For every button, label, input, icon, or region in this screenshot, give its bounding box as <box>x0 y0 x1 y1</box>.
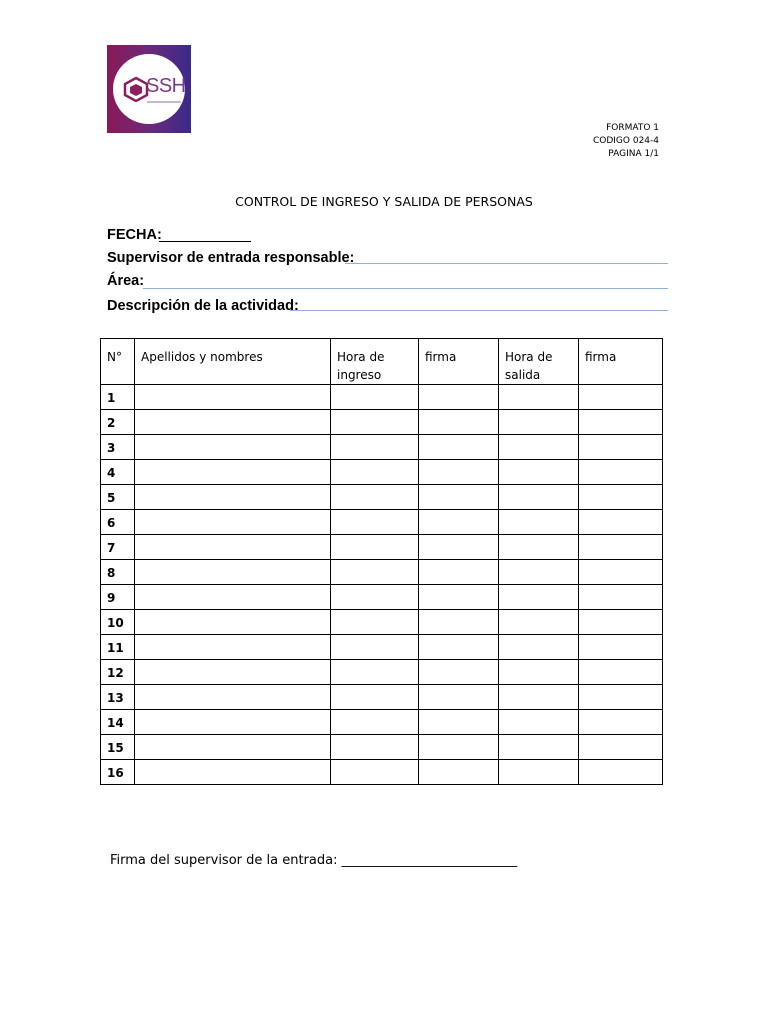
exit-time-cell[interactable] <box>499 535 579 560</box>
entry-time-cell[interactable] <box>331 710 419 735</box>
table-row <box>101 760 663 785</box>
row-number: 10 <box>101 610 135 635</box>
format-number: FORMATO 1 <box>606 123 659 133</box>
exit-time-cell[interactable] <box>499 685 579 710</box>
names-cell[interactable] <box>135 485 331 510</box>
logo-text: SSH <box>146 75 186 97</box>
header-exit-signature: firma <box>579 339 663 385</box>
entry-signature-cell[interactable] <box>419 485 499 510</box>
entry-time-cell[interactable] <box>331 660 419 685</box>
entry-signature-cell[interactable] <box>419 435 499 460</box>
names-cell[interactable] <box>135 685 331 710</box>
header-names: Apellidos y nombres <box>135 339 331 385</box>
logo-tagline <box>147 101 181 103</box>
exit-time-cell[interactable] <box>499 385 579 410</box>
exit-signature-cell[interactable] <box>579 660 663 685</box>
row-number: 12 <box>101 660 135 685</box>
exit-signature-cell[interactable] <box>579 760 663 785</box>
table-row <box>101 510 663 535</box>
row-number: 1 <box>101 385 135 410</box>
exit-time-cell[interactable] <box>499 585 579 610</box>
names-cell[interactable] <box>135 760 331 785</box>
row-number: 16 <box>101 760 135 785</box>
exit-time-cell[interactable] <box>499 435 579 460</box>
entry-signature-cell[interactable] <box>419 760 499 785</box>
logo-circle <box>113 54 185 124</box>
entry-time-cell[interactable] <box>331 635 419 660</box>
exit-signature-cell[interactable] <box>579 385 663 410</box>
names-cell[interactable] <box>135 660 331 685</box>
exit-signature-cell[interactable] <box>579 710 663 735</box>
descripcion-line[interactable] <box>290 310 668 311</box>
company-logo <box>107 45 191 133</box>
entry-signature-cell[interactable] <box>419 685 499 710</box>
header-entry-signature: firma <box>419 339 499 385</box>
document-title: CONTROL DE INGRESO Y SALIDA DE PERSONAS <box>235 194 533 209</box>
entry-time-cell[interactable] <box>331 510 419 535</box>
names-cell[interactable] <box>135 585 331 610</box>
entry-signature-cell[interactable] <box>419 710 499 735</box>
entry-time-cell[interactable] <box>331 485 419 510</box>
table-row <box>101 385 663 410</box>
header-exit-time: Hora de salida <box>499 339 579 385</box>
entry-time-cell[interactable] <box>331 410 419 435</box>
exit-time-cell[interactable] <box>499 735 579 760</box>
area-label: Área: <box>107 273 145 289</box>
names-cell[interactable] <box>135 735 331 760</box>
exit-signature-cell[interactable] <box>579 610 663 635</box>
names-cell[interactable] <box>135 560 331 585</box>
table-row <box>101 735 663 760</box>
entry-time-cell[interactable] <box>331 760 419 785</box>
exit-time-cell[interactable] <box>499 410 579 435</box>
entry-signature-cell[interactable] <box>419 610 499 635</box>
entry-signature-cell[interactable] <box>419 410 499 435</box>
row-number: 15 <box>101 735 135 760</box>
names-cell[interactable] <box>135 535 331 560</box>
descripcion-label: Descripción de la actividad: <box>107 298 299 314</box>
table-row <box>101 685 663 710</box>
row-number: 5 <box>101 485 135 510</box>
entry-signature-cell[interactable] <box>419 660 499 685</box>
names-cell[interactable] <box>135 460 331 485</box>
row-number: 4 <box>101 460 135 485</box>
format-page: PAGINA 1/1 <box>608 149 659 159</box>
entry-time-cell[interactable] <box>331 735 419 760</box>
exit-signature-cell[interactable] <box>579 460 663 485</box>
table-row <box>101 560 663 585</box>
entry-time-cell[interactable] <box>331 385 419 410</box>
table-row <box>101 585 663 610</box>
row-number: 6 <box>101 510 135 535</box>
exit-signature-cell[interactable] <box>579 735 663 760</box>
fecha-line[interactable] <box>159 241 251 242</box>
format-code: CODIGO 024-4 <box>592 136 659 146</box>
row-number: 2 <box>101 410 135 435</box>
exit-signature-cell[interactable] <box>579 485 663 510</box>
table-row <box>101 410 663 435</box>
entry-time-cell[interactable] <box>331 535 419 560</box>
fecha-label: FECHA: <box>107 227 162 243</box>
exit-time-cell[interactable] <box>499 760 579 785</box>
supervisor-signature: Firma del supervisor de la entrada: ___________________________ <box>110 853 518 868</box>
names-cell[interactable] <box>135 435 331 460</box>
exit-signature-cell[interactable] <box>579 685 663 710</box>
names-cell[interactable] <box>135 710 331 735</box>
table-row <box>101 435 663 460</box>
exit-time-cell[interactable] <box>499 635 579 660</box>
entry-signature-cell[interactable] <box>419 460 499 485</box>
exit-signature-cell[interactable] <box>579 435 663 460</box>
exit-signature-cell[interactable] <box>579 535 663 560</box>
attendance-table <box>100 338 663 785</box>
header-number: N° <box>101 339 135 385</box>
table-row <box>101 460 663 485</box>
entry-signature-cell[interactable] <box>419 560 499 585</box>
exit-signature-cell[interactable] <box>579 585 663 610</box>
entry-time-cell[interactable] <box>331 585 419 610</box>
table-row <box>101 535 663 560</box>
row-number: 11 <box>101 635 135 660</box>
entry-time-cell[interactable] <box>331 560 419 585</box>
exit-signature-cell[interactable] <box>579 635 663 660</box>
entry-time-cell[interactable] <box>331 460 419 485</box>
exit-time-cell[interactable] <box>499 710 579 735</box>
entry-time-cell[interactable] <box>331 435 419 460</box>
exit-signature-cell[interactable] <box>579 510 663 535</box>
entry-time-cell[interactable] <box>331 685 419 710</box>
header-entry-time: Hora de ingreso <box>331 339 419 385</box>
entry-signature-cell[interactable] <box>419 510 499 535</box>
supervisor-line[interactable] <box>345 263 668 264</box>
entry-signature-cell[interactable] <box>419 535 499 560</box>
names-cell[interactable] <box>135 385 331 410</box>
entry-signature-cell[interactable] <box>419 585 499 610</box>
names-cell[interactable] <box>135 510 331 535</box>
exit-signature-cell[interactable] <box>579 410 663 435</box>
format-info <box>593 122 659 161</box>
exit-time-cell[interactable] <box>499 610 579 635</box>
table-row <box>101 610 663 635</box>
names-cell[interactable] <box>135 635 331 660</box>
entry-time-cell[interactable] <box>331 610 419 635</box>
table-row <box>101 635 663 660</box>
names-cell[interactable] <box>135 410 331 435</box>
table-row <box>101 710 663 735</box>
area-line[interactable] <box>143 288 668 289</box>
table-row <box>101 660 663 685</box>
names-cell[interactable] <box>135 610 331 635</box>
row-number: 13 <box>101 685 135 710</box>
entry-signature-cell[interactable] <box>419 385 499 410</box>
exit-signature-cell[interactable] <box>579 560 663 585</box>
row-number: 14 <box>101 710 135 735</box>
row-number: 7 <box>101 535 135 560</box>
row-number: 3 <box>101 435 135 460</box>
entry-signature-cell[interactable] <box>419 635 499 660</box>
exit-time-cell[interactable] <box>499 510 579 535</box>
supervisor-label: Supervisor de entrada responsable: <box>107 250 355 266</box>
table-header-row <box>101 339 663 385</box>
row-number: 8 <box>101 560 135 585</box>
exit-time-cell[interactable] <box>499 560 579 585</box>
entry-signature-cell[interactable] <box>419 735 499 760</box>
table-row <box>101 485 663 510</box>
row-number: 9 <box>101 585 135 610</box>
exit-time-cell[interactable] <box>499 460 579 485</box>
exit-time-cell[interactable] <box>499 660 579 685</box>
exit-time-cell[interactable] <box>499 485 579 510</box>
